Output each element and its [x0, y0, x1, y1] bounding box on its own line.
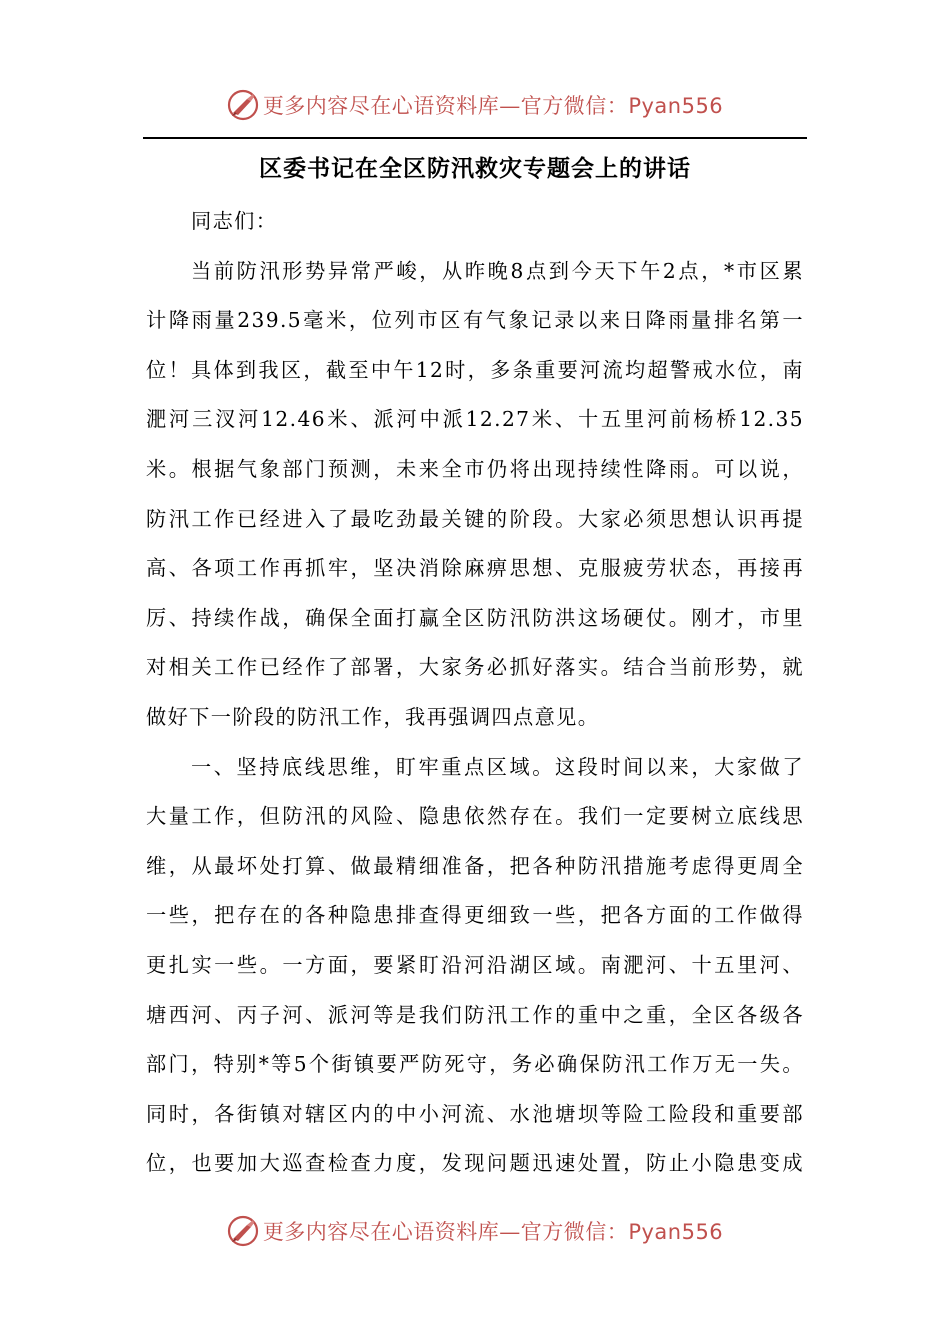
footer-banner-text: 更多内容尽在心语资料库—官方微信：Pyan556 [262, 1220, 724, 1244]
header-banner-text: 更多内容尽在心语资料库—官方微信：Pyan556 [262, 94, 724, 118]
body-line: 防汛工作已经进入了最吃劲最关键的阶段。大家必须思想认识再提 [146, 506, 804, 531]
body-line: 更扎实一些。一方面，要紧盯沿河沿湖区域。南淝河、十五里河、 [146, 952, 804, 977]
body-line: 米。根据气象部门预测，未来全市仍将出现持续性降雨。可以说， [146, 456, 804, 481]
header-banner [0, 80, 950, 130]
body-line: 部门，特别*等5个街镇要严防死守，务必确保防汛工作万无一失。 [146, 1052, 804, 1077]
section-heading-line: 一、坚持底线思维，盯牢重点区域。这段时间以来，大家做了 [191, 754, 804, 779]
pen-circle-icon [227, 89, 259, 121]
header-rule [143, 137, 807, 139]
footer-banner [0, 1206, 950, 1256]
body-line: 同时，各街镇对辖区内的中小河流、水池塘坝等险工险段和重要部 [146, 1101, 804, 1126]
body-line: 做好下一阶段的防汛工作，我再强调四点意见。 [146, 704, 600, 729]
body-line: 厉、持续作战，确保全面打赢全区防汛防洪这场硬仗。刚才，市里 [146, 605, 804, 630]
body-line: 当前防汛形势异常严峻，从昨晚8点到今天下午2点，*市区累 [191, 258, 804, 283]
document-title: 区委书记在全区防汛救灾专题会上的讲话 [259, 155, 691, 182]
body-line: 塘西河、丙子河、派河等是我们防汛工作的重中之重，全区各级各 [146, 1002, 804, 1027]
body-line: 淝河三汊河12.46米、派河中派12.27米、十五里河前杨桥12.35 [146, 407, 804, 432]
body-line: 一些，把存在的各种隐患排查得更细致一些，把各方面的工作做得 [146, 903, 804, 928]
header-wechat-id: Pyan556 [628, 94, 724, 118]
body-line: 大量工作，但防汛的风险、隐患依然存在。我们一定要树立底线思 [146, 804, 804, 829]
document-body [146, 197, 804, 1189]
body-line: 对相关工作已经作了部署，大家务必抓好落实。结合当前形势，就 [146, 655, 804, 680]
footer-wechat-id: Pyan556 [628, 1220, 724, 1244]
body-line: 维，从最坏处打算、做最精细准备，把各种防汛措施考虑得更周全 [146, 853, 804, 878]
body-line: 高、各项工作再抓牢，坚决消除麻痹思想、克服疲劳状态，再接再 [146, 556, 804, 581]
salutation-line: 同志们： [191, 209, 278, 233]
body-line: 位！具体到我区，截至中午12时，多条重要河流均超警戒水位，南 [146, 357, 804, 382]
body-line: 位，也要加大巡查检查力度，发现问题迅速处置，防止小隐患变成 [146, 1151, 804, 1176]
body-line: 计降雨量239.5毫米，位列市区有气象记录以来日降雨量排名第一 [146, 308, 804, 333]
pen-circle-icon [227, 1215, 259, 1247]
